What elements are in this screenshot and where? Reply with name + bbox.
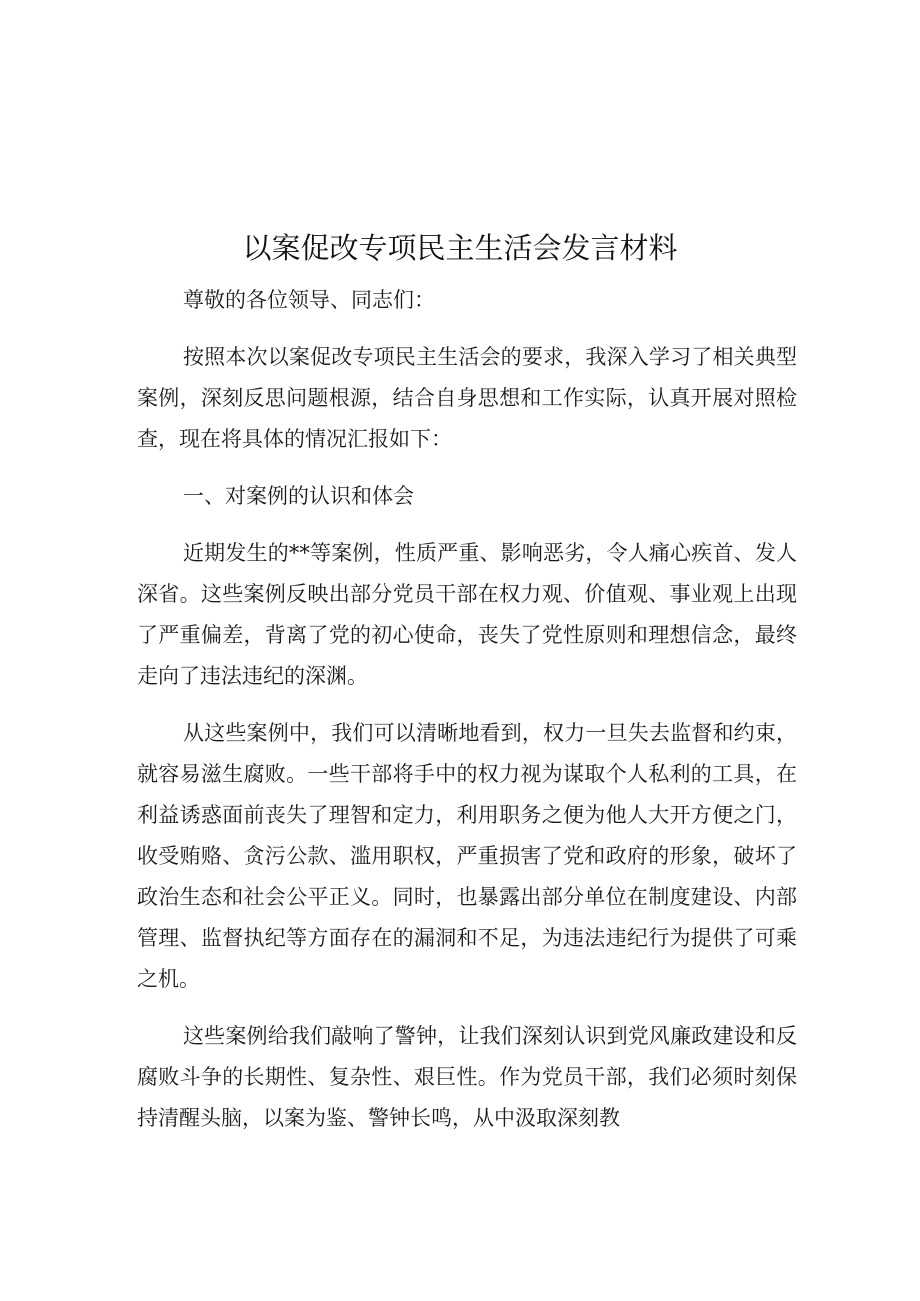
paragraph: 这些案例给我们敲响了警钟，让我们深刻认识到党风廉政建设和反腐败斗争的长期性、复杂性、艰巨性。作为党员干部，我们必须时刻保持清醒头脑，以案为鉴、警钟长鸣，从中汲取深刻教 [137,1024,797,1130]
section-heading-1: 一、对案例的认识和体会 [183,484,414,508]
document-title: 以案促改专项民主生活会发言材料 [242,231,678,265]
document-body [137,280,797,1155]
paragraph-intro: 按照本次以案促改专项民主生活会的要求，我深入学习了相关典型案例，深刻反思问题根源，结合自身思想和工作实际，认真开展对照检查，现在将具体的情况汇报如下： [137,345,797,451]
salutation: 尊敬的各位领导、同志们： [183,288,435,312]
paragraph: 近期发生的**等案例，性质严重、影响恶劣，令人痛心疾首、发人深省。这些案例反映出部分党员干部在权力观、价值观、事业观上出现了严重偏差，背离了党的初心使命，丧失了党性原则和理想信念，最终走向了违法违纪的深渊。 [137,541,797,688]
paragraph: 从这些案例中，我们可以清晰地看到，权力一旦失去监督和约束，就容易滋生腐败。一些干部将手中的权力视为谋取个人私利的工具，在利益诱惑面前丧失了理智和定力，利用职务之便为他人大开方便之门，收受贿赂、贪污公款、滥用职权，严重损害了党和政府的形象，破坏了政治生态和社会公平正义。同时，也暴露出部分单位在制度建设、内部管理、监督执纪等方面存在的漏洞和不足，为违法违纪行为提供了可乘之机。 [137,721,797,991]
